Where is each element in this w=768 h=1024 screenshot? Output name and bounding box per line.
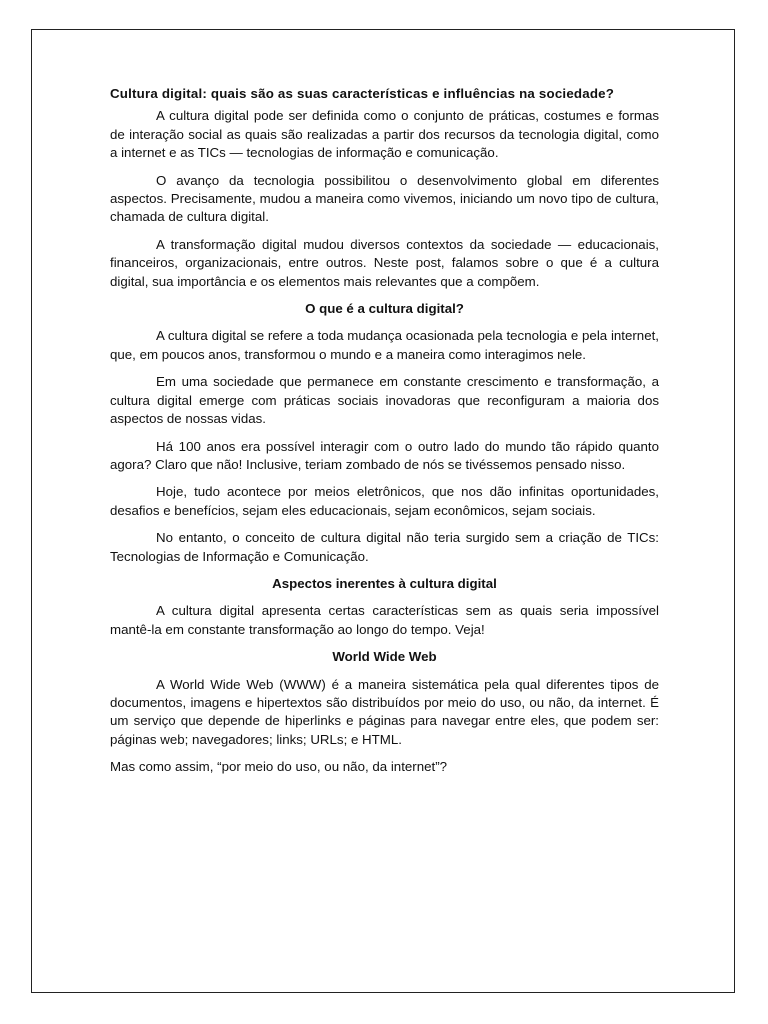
paragraph: O avanço da tecnologia possibilitou o desenvolvimento global em diferentes aspectos. Precisamente, mudou a maneira como vivemos, iniciando um novo tipo de cultura, chamada de cultura digital. (110, 172, 659, 225)
paragraph: A cultura digital pode ser definida como o conjunto de práticas, costumes e formas de interação social as quais são realizadas a partir dos recursos da tecnologia digital, como a internet e as TICs — tecnologias de informação e comunicação. (110, 108, 659, 161)
document-body (110, 85, 659, 786)
paragraph: A transformação digital mudou diversos contextos da sociedade — educacionais, financeiros, organizacionais, entre outros. Neste post, falamos sobre o que é a cultura digital, sua importância e os elementos mais relevantes que a compõem. (110, 236, 659, 289)
section-heading: O que é a cultura digital? (305, 301, 464, 317)
section-heading: Aspectos inerentes à cultura digital (272, 575, 497, 591)
paragraph: A cultura digital se refere a toda mudança ocasionada pela tecnologia e pela internet, que, em poucos anos, transformou o mundo e a maneira como interagimos nele. (110, 328, 659, 362)
paragraph: No entanto, o conceito de cultura digital não teria surgido sem a criação de TICs: Tecnologias de Informação e Comunicação. (110, 530, 659, 564)
paragraph: A World Wide Web (WWW) é a maneira sistemática pela qual diferentes tipos de documentos, imagens e hipertextos são distribuídos por meio do uso, ou não, da internet. É um serviço que depende de hiperlinks e páginas para navegar entre eles, que podem ser: páginas web; navegadores; links; URLs; e HTML. (110, 676, 659, 747)
paragraph: Em uma sociedade que permanece em constante crescimento e transformação, a cultura digital emerge com práticas sociais inovadoras que reconfiguram a maioria dos aspectos de nossas vidas. (110, 374, 659, 427)
paragraph: Há 100 anos era possível interagir com o outro lado do mundo tão rápido quanto agora? Claro que não! Inclusive, teriam zombado de nós se tivéssemos pensado nisso. (110, 438, 659, 472)
closing-paragraph: Mas como assim, “por meio do uso, ou não, da internet”? (110, 759, 448, 775)
section-heading: World Wide Web (332, 649, 437, 665)
document-title: Cultura digital: quais são as suas características e influências na sociedade? (110, 86, 615, 101)
paragraph: A cultura digital apresenta certas características sem as quais seria impossível mantê-la em constante transformação ao longo do tempo. Veja! (110, 603, 659, 637)
document-page (31, 29, 735, 993)
paragraph: Hoje, tudo acontece por meios eletrônicos, que nos dão infinitas oportunidades, desafios e benefícios, sejam eles educacionais, sejam econômicos, sejam sociais. (110, 484, 659, 518)
